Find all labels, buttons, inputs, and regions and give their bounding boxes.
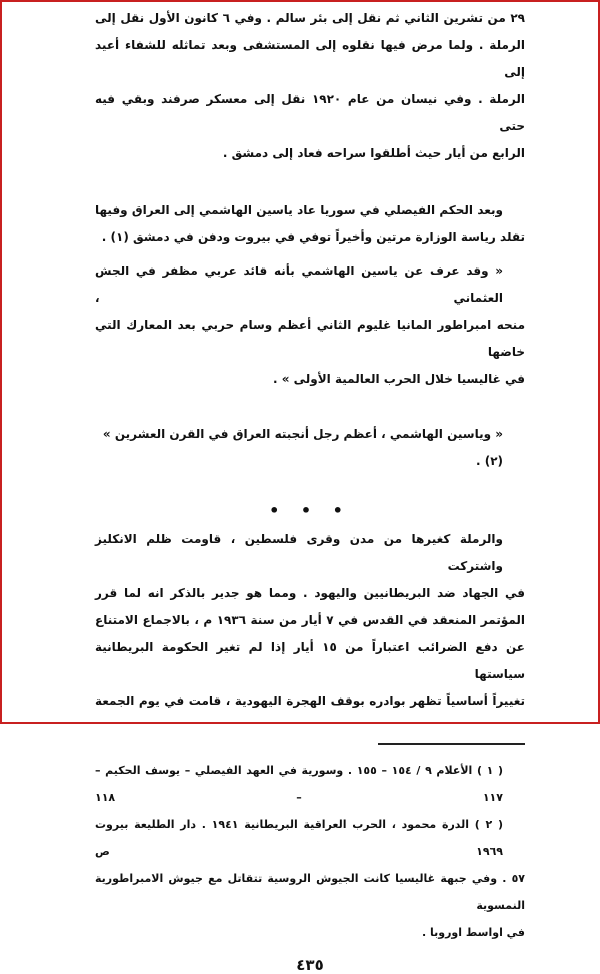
text-line: تغييراً أساسياً تظهر بوادره بوقف الهجرة اليهودية ، قامت في يوم الجمعة <box>95 694 525 708</box>
text-line: والرملة كغيرها من مدن وقرى فلسطين ، قاومت ظلم الانكليز واشتركت <box>95 532 503 573</box>
text-line: عن دفع الضرائب اعتباراً من ١٥ أيار إذا لم تغير الحكومة البريطانية سياستها <box>95 640 525 681</box>
text-line: وبعد الحكم الفيصلي في سوريا عاد ياسين الهاشمي إلى العراق وفيها <box>95 203 503 217</box>
footnote: ( ١ ) الأعلام ٩ / ١٥٤ – ١٥٥ . وسورية في العهد الفيصلي – يوسف الحكيم – ١١٧ – ١١٨ <box>95 764 504 804</box>
text-line: الرملة . ولما مرض فيها نقلوه إلى المستشفى وبعد تماثله للشفاء أعيد إلى <box>95 38 525 79</box>
text-line: تقلد رياسة الوزارة مرتين وأخيراً توفي في بيروت ودفن في دمشق (١) . <box>101 230 525 244</box>
text-line: « وقد عرف عن ياسين الهاشمي بأنه قائد عربي مظفر في الجش العثماني ، <box>95 264 503 305</box>
footnote: ٥٧ . وفي جبهة غاليسيا كانت الجيوش الروسية تتقاتل مع جيوش الامبراطورية النمسوية <box>95 872 525 912</box>
text-line: ٢٩ من تشرين الثاني ثم نقل إلى بئر سالم . وفي ٦ كانون الأول نقل إلى <box>95 11 525 25</box>
text-line: « وياسين الهاشمي ، أعظم رجل أنجبته العراق في القرن العشرين » (٢) . <box>102 427 503 468</box>
text-line: الرابع من أيار حيث أطلقوا سراحه فعاد إلى دمشق . <box>222 146 525 160</box>
text-line: في الجهاد ضد البريطانيين واليهود . ومما هو جدير بالذكر انه لما قرر <box>95 586 525 600</box>
footnote-rule <box>378 743 525 745</box>
paragraph-1 <box>95 5 525 167</box>
footnote: في اواسط اوروبا . <box>421 926 525 939</box>
text-line: الرملة . وفي نيسان من عام ١٩٢٠ نقل إلى معسكر صرفند وبقي فيه حتى <box>95 92 525 133</box>
page-content <box>95 0 525 974</box>
footnote: ( ٢ ) الدرة محمود ، الحرب العراقية البريطانية ١٩٤١ . دار الطليعة بيروت ١٩٦٩ ص <box>95 818 503 858</box>
text-line: المؤتمر المنعقد في القدس في ٧ أيار من سنة ١٩٣٦ م ، بالاجماع الامتناع <box>95 613 526 627</box>
footnotes <box>95 757 525 946</box>
text-line: منحه امبراطور المانيا غليوم الثاني أعظم وسام حربي بعد المعارك التي خاضها <box>95 318 525 359</box>
text-line: في غاليسيا خلال الحرب العالمية الأولى » . <box>272 372 525 386</box>
paragraph-2 <box>95 197 525 251</box>
quote-1 <box>95 258 525 393</box>
paragraph-5 <box>95 526 525 715</box>
section-separator: • • • <box>269 501 351 520</box>
page-number: ٤٣٥ <box>296 956 324 974</box>
quote-2 <box>95 421 525 475</box>
